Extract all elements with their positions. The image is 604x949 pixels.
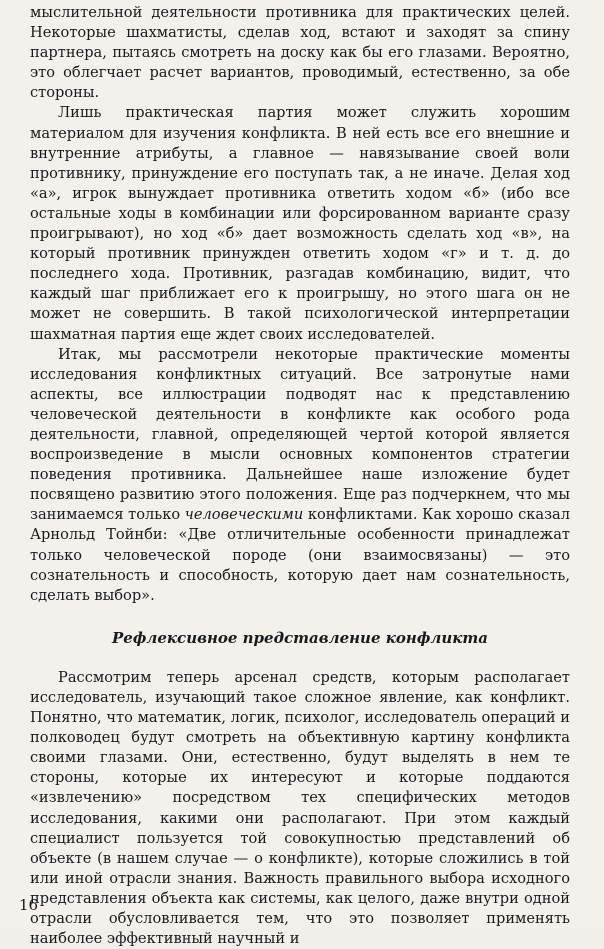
paragraph-3 bbox=[30, 345, 570, 606]
emphasized-word: человеческими bbox=[184, 506, 304, 524]
paragraph-2: Лишь практическая партия может служить хорошим материалом для изучения конфликта. В ней есть все его внешние и внутренние атрибуты, а главное — навязывание своей воли противнику, принуждение его поступать так, а не иначе. Делая ход «а», игрок вынуждает противника ответить ходом «б» (ибо все остальные ходы в комбинации или форсированном варианте сразу проигрывают), но ход «б» дает возможность сделать ход «в», на который противник принужден ответить ходом «г» и т. д. до последнего хода. Противник, разгадав комбинацию, видит, что каждый шаг приближает его к проигрышу, но этого шага он не может не совершить. В такой психологической интерпретации шахматная партия еще ждет своих исследователей. bbox=[30, 104, 570, 343]
paragraph-4: Рассмотрим теперь арсенал средств, которым располагает исследователь, изучающий такое сложное явление, как конфликт. Понятно, что математик, логик, психолог, исследователь операций и полководец будут смотреть на объективную картину конфликта своими глазами. Они, естественно, будут выделять в нем те стороны, которые их интересуют и которые поддаются «извлечению» посредством тех специфических методов исследования, какими они располагают. При этом каждый специалист пользуется той совокупностью представлений об объекте (в нашем случае — о конфликте), которые сложились в той или иной отрасли знания. Важность правильного выбора исходного представления объекта как системы, как целого, даже внутри одной отрасли обусловливается тем, что это позволяет применять наиболее эффективный научный и bbox=[30, 668, 570, 948]
section-heading: Рефлексивное представление конфликта bbox=[112, 628, 488, 647]
page-content bbox=[30, 3, 570, 949]
paragraph-3-text-end: конфликтами. Как хорошо сказал Арнольд Тойнби: «Две отличительные особенности принадлежат только человеческой породе (они взаимосвязаны) — это сознательность и способность, которую дает нам сознательность, сделать выбор». bbox=[30, 506, 570, 604]
paragraph-1: мыслительной деятельности противника для практических целей. Некоторые шахматисты, сделав ход, встают и заходят за спину партнера, пытаясь смотреть на доску как бы его глазами. Вероятно, это облегчает расчет вариантов, проводимый, естественно, за обе стороны. bbox=[30, 4, 570, 102]
page-number: 16 bbox=[19, 896, 39, 914]
paragraph-3-text-start: Итак, мы рассмотрели некоторые практические моменты исследования конфликтных ситуаций. Все затронутые нами аспекты, все иллюстрации подводят нас к представлению человеческой деятельности в конфликте как особого рода деятельности, главной, определяющей чертой которой является воспроизведение в мысли основных компонентов стратегии поведения противника. Дальнейшее наше изложение будет посвящено развитию этого положения. Еще раз подчеркнем, что мы занимаемся только bbox=[30, 345, 570, 524]
